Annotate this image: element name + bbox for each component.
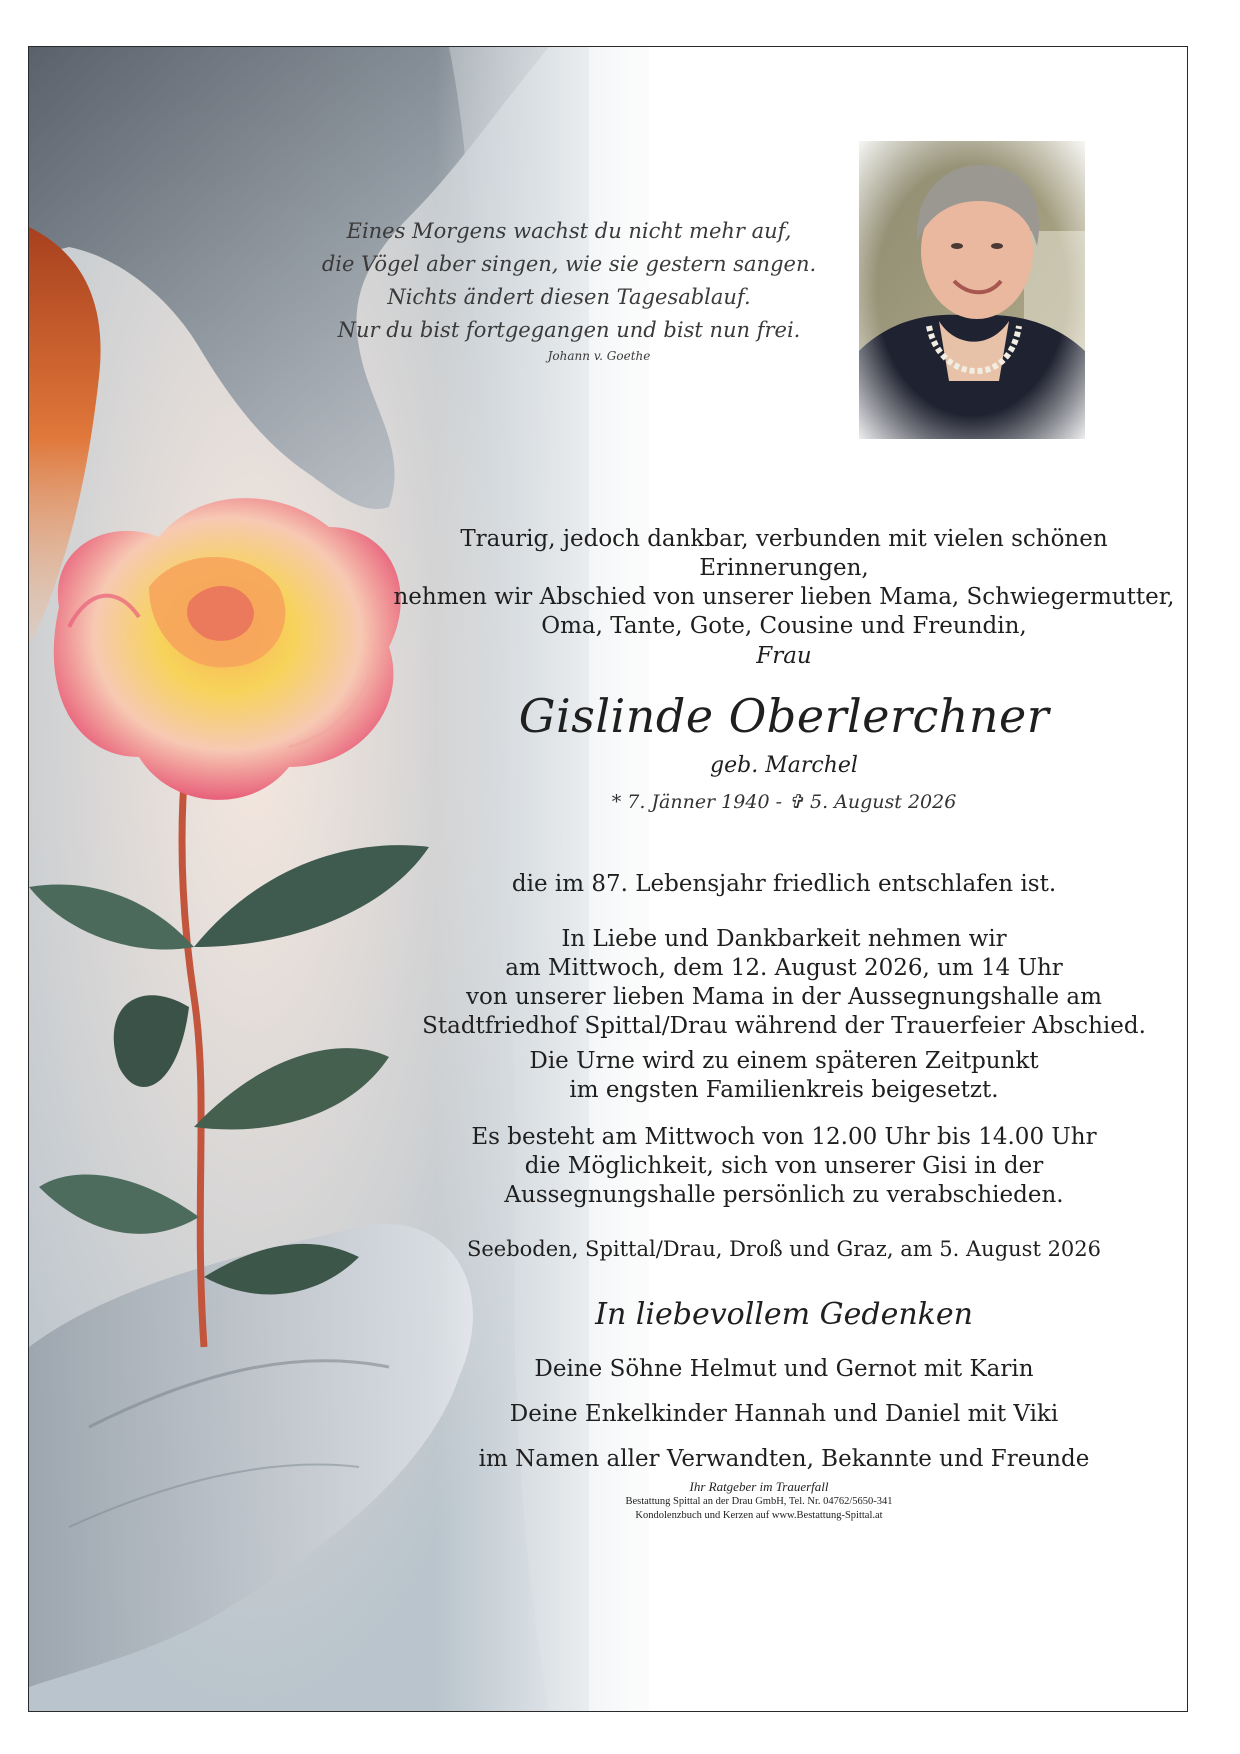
age-text: die im 87. Lebensjahr friedlich entschlafen ist. <box>511 871 1057 897</box>
family-line: im Namen aller Verwandten, Bekannte und Freunde <box>478 1446 1090 1472</box>
quote-author: Johann v. Goethe <box>547 349 651 363</box>
family-list <box>389 1347 1179 1482</box>
intro-text <box>389 525 1179 641</box>
ceremony-text <box>389 925 1179 1041</box>
ceremony-line: am Mittwoch, dem 12. August 2026, um 14 Uhr <box>505 955 1063 981</box>
family-line: Deine Söhne Helmut und Gernot mit Karin <box>534 1356 1034 1382</box>
urn-line: im engsten Familienkreis beigesetzt. <box>569 1077 999 1103</box>
memory-heading: In liebevollem Gedenken <box>595 1297 973 1332</box>
footer-website: Kondolenzbuch und Kerzen auf www.Bestattung-Spittal.at <box>635 1510 883 1521</box>
quote-line: die Vögel aber singen, wie sie gestern sangen. <box>321 252 817 276</box>
ceremony-line: Stadtfriedhof Spittal/Drau während der Trauerfeier Abschied. <box>422 1013 1146 1039</box>
ceremony-line: von unserer lieben Mama in der Aussegnungshalle am <box>466 984 1102 1010</box>
deceased-name: Gislinde Oberlerchner <box>518 689 1050 743</box>
intro-line: Traurig, jedoch dankbar, verbunden mit vielen schönen Erinnerungen, <box>460 526 1108 581</box>
quote-line: Nichts ändert diesen Tagesablauf. <box>387 285 751 309</box>
quote-line: Eines Morgens wachst du nicht mehr auf, <box>346 219 792 243</box>
life-dates: * 7. Jänner 1940 - ✞ 5. August 2026 <box>611 791 957 813</box>
viewing-line: Aussegnungshalle persönlich zu verabschieden. <box>504 1182 1064 1208</box>
intro-line: Oma, Tante, Gote, Cousine und Freundin, <box>541 613 1027 639</box>
place-date: Seeboden, Spittal/Drau, Droß und Graz, am 5. August 2026 <box>466 1237 1102 1261</box>
salutation: Frau <box>756 643 812 669</box>
ceremony-line: In Liebe und Dankbarkeit nehmen wir <box>561 926 1007 952</box>
birth-name: geb. Marchel <box>710 753 858 778</box>
viewing-line: die Möglichkeit, sich von unserer Gisi in der <box>524 1153 1044 1179</box>
footer-company: Bestattung Spittal an der Drau GmbH, Tel. Nr. 04762/5650-341 <box>625 1496 893 1507</box>
family-line: Deine Enkelkinder Hannah und Daniel mit Viki <box>509 1401 1059 1427</box>
portrait-photo <box>859 141 1085 439</box>
quote-line: Nur du bist fortgegangen und bist nun frei. <box>337 318 801 342</box>
intro-line: nehmen wir Abschied von unserer lieben Mama, Schwiegermutter, <box>393 584 1175 610</box>
footer-slogan: Ihr Ratgeber im Trauerfall <box>689 1479 829 1494</box>
viewing-line: Es besteht am Mittwoch von 12.00 Uhr bis 14.00 Uhr <box>471 1124 1097 1150</box>
goethe-quote <box>309 215 829 365</box>
urn-line: Die Urne wird zu einem späteren Zeitpunkt <box>529 1048 1039 1074</box>
funeral-home-footer <box>549 1479 969 1523</box>
viewing-text <box>389 1123 1179 1210</box>
obituary-card <box>28 46 1188 1712</box>
urn-text <box>389 1047 1179 1105</box>
